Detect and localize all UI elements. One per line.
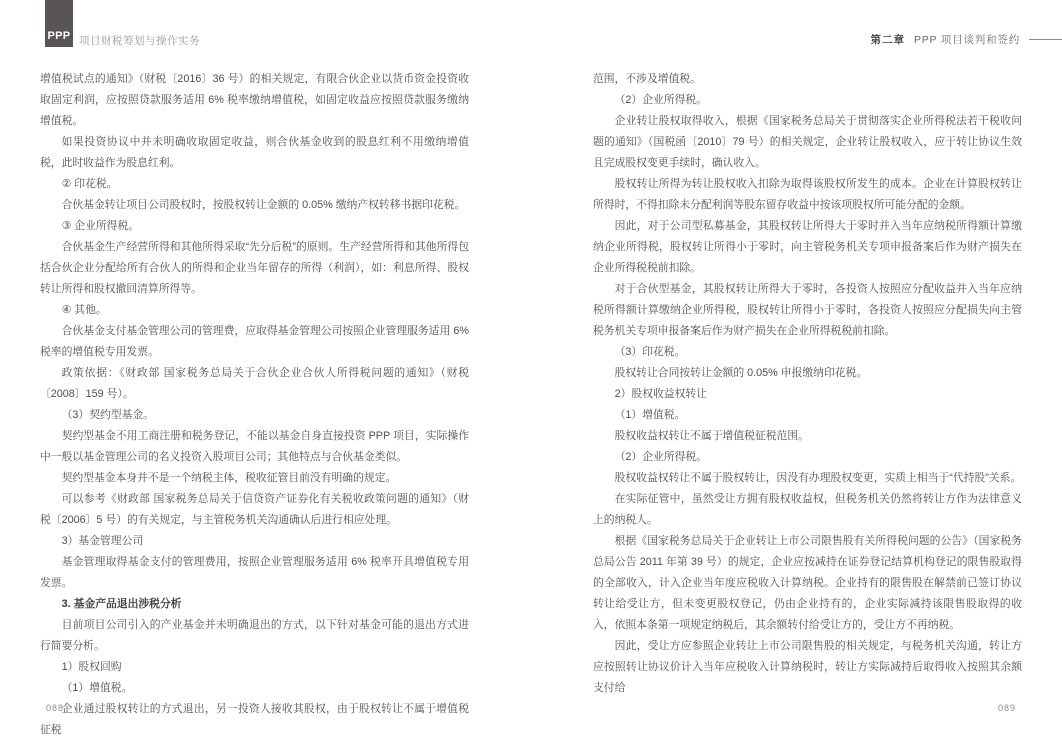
paragraph: （1）增值税。 (61, 682, 133, 694)
paragraph: 股权收益权转让不属于股权转让，因没有办理股权变更，实质上相当于“代持股”关系。 (614, 472, 1022, 484)
chapter-header (870, 32, 1062, 46)
paragraph: （3）印花税。 (614, 346, 686, 358)
paragraph: 目前项目公司引入的产业基金并未明确退出的方式，以下针对基金可能的退出方式进行简要分析。 (40, 619, 469, 652)
chapter-number: 第二章 (870, 33, 905, 46)
header-rule (1029, 39, 1062, 40)
paragraph: 2）股权收益权转让 (614, 388, 707, 400)
paragraph: （1）增值税。 (614, 409, 686, 421)
paragraph: 因此，受让方应参照企业转让上市公司限售股的相关规定，与税务机关沟通，转让方应按照转让协议价计入当年应税收入计算纳税时，转让方实际减持后取得收入按照其余额支付给 (593, 640, 1022, 694)
page-left-text (40, 69, 469, 741)
paragraph: 企业通过股权转让的方式退出，另一投资人接收其股权，由于股权转让不属于增值税征税 (40, 703, 469, 736)
paragraph: 如果投资协议中并未明确收取固定收益，则合伙基金收到的股息红利不用缴纳增值税，此时收益作为股息红利。 (40, 136, 469, 169)
paragraph: 股权转让所得为转让股权收入扣除为取得该股权所发生的成本。企业在计算股权转让所得时，不得扣除未分配利润等股东留存收益中按该项股权所可能分配的金额。 (593, 178, 1022, 211)
paragraph: 政策依据：《财政部 国家税务总局关于合伙企业合伙人所得税问题的通知》（财税〔2008〕159 号）。 (40, 367, 469, 400)
paragraph: ② 印花税。 (61, 178, 118, 190)
paragraph: 1）股权回购 (61, 661, 122, 673)
paragraph: 合伙基金生产经营所得和其他所得采取“先分后税”的原则。生产经营所得和其他所得包括合伙企业分配给所有合伙人的所得和企业当年留存的所得（利润），如：利息所得、股权转让所得和股权撤回清算所得等。 (40, 241, 469, 295)
paragraph: 股权转让合同按转让金额的 0.05% 申报缴纳印花税。 (614, 367, 868, 379)
paragraph: （3）契约型基金。 (61, 409, 154, 421)
paragraph: 契约型基金不用工商注册和税务登记，不能以基金自身直接投资 PPP 项目，实际操作中一般以基金管理公司的名义投资入股项目公司；其他特点与合伙基金类似。 (40, 430, 469, 463)
paragraph: 基金管理取得基金支付的管理费用，按照企业管理服务适用 6% 税率开具增值税专用发票。 (40, 556, 469, 589)
book-title: 项目财税筹划与操作实务 (79, 35, 200, 47)
paragraph: 在实际征管中，虽然受让方拥有股权收益权，但税务机关仍然将转让方作为法律意义上的纳税人。 (593, 493, 1022, 526)
paragraph: 3）基金管理公司 (61, 535, 144, 547)
paragraph: 股权收益权转让不属于增值税征税范围。 (614, 430, 809, 442)
logo-text: PPP (47, 30, 71, 42)
paragraph: 可以参考《财政部 国家税务总局关于信贷资产证券化有关税收政策问题的通知》（财税〔2006〕5 号）的有关规定，与主管税务机关沟通确认后进行相应处理。 (40, 493, 469, 526)
page-number-left: 088 (46, 703, 65, 713)
page-number-right: 089 (997, 703, 1016, 713)
paragraph: ④ 其他。 (61, 304, 107, 316)
paragraph: 范围，不涉及增值税。 (593, 73, 701, 85)
paragraph: 合伙基金转让项目公司股权时，按股权转让金额的 0.05% 缴纳产权转移书据印花税。 (61, 199, 466, 211)
paragraph: 增值税试点的通知》（财税〔2016〕36 号）的相关规定，有限合伙企业以货币资金投资收取固定利润，应按照贷款服务适用 6% 税率缴纳增值税，如固定收益应按照贷款服务缴纳增值税。 (40, 73, 469, 127)
paragraph: （2）企业所得税。 (614, 451, 707, 463)
section-heading: 3. 基金产品退出涉税分析 (61, 598, 182, 610)
paragraph: 契约型基金本身并不是一个纳税主体，税收征管目前没有明确的规定。 (61, 472, 397, 484)
page-right-text (593, 69, 1022, 699)
paragraph: 因此，对于公司型私募基金，其股权转让所得大于零时并入当年应纳税所得额计算缴纳企业所得税，股权转让所得小于零时，向主管税务机关专项申报备案后作为财产损失在企业所得税税前扣除。 (593, 220, 1022, 274)
paragraph: 根据《国家税务总局关于企业转让上市公司限售股有关所得税问题的公告》（国家税务总局公告 2011 年第 39 号）的规定，企业应按减持在证券登记结算机构登记的限售股取得的全部收入，计入企业当年度应税收入计算纳税。企业持有的限售股在解禁前已签订协议转让给受让方，但未变更股权登记，仍由企业持有的，企业实际减持该限售股取得的收入，依照本条第一项规定纳税后，其余额转付给受让方的，受让方不再纳税。 (593, 535, 1022, 631)
publisher-logo (45, 0, 73, 47)
paragraph: 企业转让股权取得收入，根据《国家税务总局关于贯彻落实企业所得税法若干税收问题的通知》（国税函〔2010〕79 号）的相关规定，企业转让股权收入，应于转让协议生效且完成股权变更手续时，确认收入。 (593, 115, 1022, 169)
paragraph: ③ 企业所得税。 (61, 220, 140, 232)
paragraph: 合伙基金支付基金管理公司的管理费，应取得基金管理公司按照企业管理服务适用 6% 税率的增值税专用发票。 (40, 325, 469, 358)
chapter-title: PPP 项目谈判和签约 (913, 33, 1020, 46)
paragraph: 对于合伙型基金，其股权转让所得大于零时，各投资人按照应分配收益并入当年应纳税所得额计算缴纳企业所得税，股权转让所得小于零时，各投资人按照应分配损失向主管税务机关专项申报备案后作为财产损失在企业所得税税前扣除。 (593, 283, 1022, 337)
paragraph: （2）企业所得税。 (614, 94, 707, 106)
